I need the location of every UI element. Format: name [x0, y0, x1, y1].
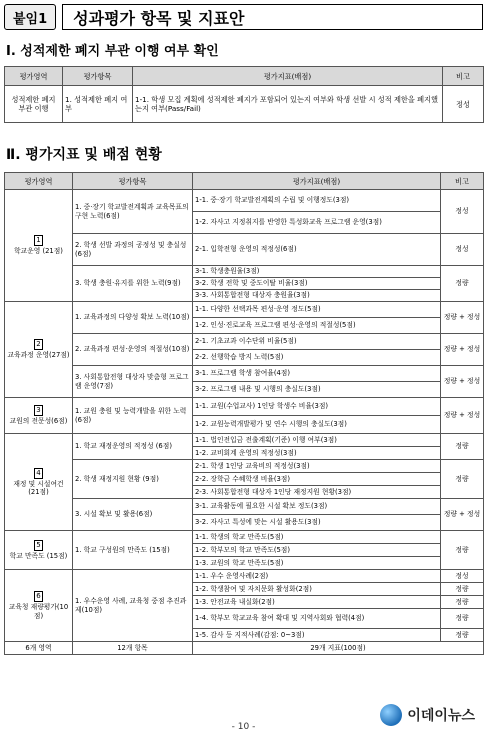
area-cell — [5, 302, 73, 398]
note-cell: 정량 + 정성 — [441, 398, 484, 434]
area-number: 5 — [34, 540, 43, 551]
column-header: 평가지표(배점) — [193, 173, 441, 190]
item-cell: 3. 사회통합전형 대상자 맞춤형 프로그램 운영(7점) — [73, 366, 193, 398]
logo-text: 이데이뉴스 — [407, 708, 475, 724]
indicator-cell: 3-1. 학생충원율(3점) — [193, 266, 441, 278]
table-row — [5, 86, 484, 123]
note-cell: 정량 — [441, 434, 484, 460]
table-row — [5, 434, 484, 447]
item-cell: 1. 우수운영 사례, 교육청 중점 추진과제(10점) — [73, 570, 193, 642]
indicator-cell: 1-1. 다양한 선택과목 편성·운영 정도(5점) — [193, 302, 441, 318]
table-row — [5, 531, 484, 544]
note-cell: 정량 + 정성 — [441, 302, 484, 334]
total-areas: 6개 영역 — [5, 642, 73, 655]
item-cell: 1. 중·장기 학교발전계획과 교육목표의 구현 노력(6점) — [73, 190, 193, 234]
note-cell: 정량 — [441, 460, 484, 499]
item-cell: 1. 학교 구성원의 만족도 (15점) — [73, 531, 193, 570]
note-cell: 정량 + 정성 — [441, 334, 484, 366]
indicator-cell: 2-1. 입학전형 운영의 적정성(6점) — [193, 234, 441, 266]
table-header-row — [5, 173, 484, 190]
area-label: 교육청 재량평가(10점) — [8, 603, 69, 620]
table-row — [5, 190, 484, 212]
section2-title: Ⅱ. 평가지표 및 배점 현황 — [6, 147, 162, 163]
item-cell: 3. 시설 확보 및 활용(6점) — [73, 499, 193, 531]
table-row — [5, 499, 484, 515]
indicator-cell: 2-2. 장학금 수혜학생 비율(3점) — [193, 473, 441, 486]
section1-table — [4, 66, 484, 123]
section1-title: Ⅰ. 성적제한 폐지 부관 이행 여부 확인 — [6, 44, 219, 59]
indicator-cell: 1-4. 학부모 학교교육 참여 확대 및 지역사회와 협력(4점) — [193, 609, 441, 629]
attachment-badge: 붙임1 — [4, 4, 56, 30]
indicator-cell: 1-3. 교원의 학교 만족도(5점) — [193, 557, 441, 570]
item-cell: 2. 학생 선발 과정의 공정성 및 충실성(6점) — [73, 234, 193, 266]
indicator-cell: 1-2. 교원능력개발평가 및 연수 시행의 충실도(3점) — [193, 416, 441, 434]
table-row — [5, 460, 484, 473]
indicator-cell: 1-1. 학생 모집 계획에 성적제한 폐지가 포함되어 있는지 여부와 학생 선발 시 성적 제한을 폐지했는지 여부(Pass/Fail) — [133, 86, 443, 123]
area-label: 교원의 전문성(6점) — [9, 417, 68, 426]
area-cell — [5, 190, 73, 302]
note-cell: 정성 — [443, 86, 484, 123]
area-number: 3 — [34, 405, 43, 416]
table-header-row — [5, 67, 484, 86]
document-title: 성과평가 항목 및 지표안 — [62, 4, 483, 30]
note-cell: 정성 — [441, 570, 484, 583]
indicator-cell: 3-2. 학생 전학 및 중도이탈 비율(3점) — [193, 278, 441, 290]
indicator-cell: 1-2. 인성·진로교육 프로그램 편성·운영의 적절성(5점) — [193, 318, 441, 334]
document-header — [4, 4, 483, 30]
area-label: 학교 만족도 (15점) — [9, 551, 68, 560]
area-cell: 성적제한 폐지 부관 이행 — [5, 86, 63, 123]
total-row — [5, 642, 484, 655]
table-row — [5, 234, 484, 266]
note-cell: 정량 — [441, 531, 484, 570]
indicator-cell: 2-2. 선행학습 방지 노력(5점) — [193, 350, 441, 366]
column-header: 평가영역 — [5, 67, 63, 86]
indicator-cell: 1-3. 안전교육 내실화(2점) — [193, 596, 441, 609]
item-cell: 2. 학생 재정지원 현황 (9점) — [73, 460, 193, 499]
area-label: 재정 및 시설여건 (21점) — [13, 479, 64, 496]
indicator-cell: 3-2. 프로그램 내용 및 시행의 충실도(3점) — [193, 382, 441, 398]
indicator-cell: 2-3. 사회통합전형 대상자 1인당 재정지원 현황(3점) — [193, 486, 441, 499]
table-row — [5, 302, 484, 318]
indicator-cell: 1-1. 우수 운영사례(2점) — [193, 570, 441, 583]
column-header: 평가항목 — [73, 173, 193, 190]
indicator-cell: 1-1. 법인전입금 전출계획(기준) 이행 여부(3점) — [193, 434, 441, 447]
area-number: 2 — [34, 339, 43, 350]
indicator-cell: 3-2. 자사고 특성에 맞는 시설 활용도(3점) — [193, 515, 441, 531]
indicator-cell: 1-2. 학생참여 및 자치문화 활성화(2점) — [193, 583, 441, 596]
column-header: 비고 — [441, 173, 484, 190]
note-cell: 정량 — [441, 266, 484, 302]
area-cell — [5, 570, 73, 642]
indicator-cell: 1-5. 감사 등 지적사례(감점: 0~3점) — [193, 629, 441, 642]
item-cell: 1. 교육과정의 다양성 확보 노력(10점) — [73, 302, 193, 334]
indicator-cell: 1-2. 학부모의 학교 만족도(5점) — [193, 544, 441, 557]
table-row — [5, 334, 484, 350]
area-number: 4 — [34, 468, 43, 479]
page-number: - 10 - — [231, 722, 256, 732]
total-indicators: 29개 지표(100점) — [193, 642, 484, 655]
note-cell: 정량 + 정성 — [441, 499, 484, 531]
column-header: 평가지표(배점) — [133, 67, 443, 86]
indicator-cell: 1-1. 중·장기 학교발전계획의 수립 및 이행정도(3점) — [193, 190, 441, 212]
item-cell: 2. 교육과정 편성·운영의 적절성(10점) — [73, 334, 193, 366]
indicator-cell: 3-1. 프로그램 학생 참여율(4점) — [193, 366, 441, 382]
column-header: 비고 — [443, 67, 484, 86]
note-cell: 정량 — [441, 596, 484, 609]
indicator-cell: 1-2. 자사고 지정취지를 반영한 특성화교육 프로그램 운영(3점) — [193, 212, 441, 234]
table-row — [5, 398, 484, 416]
item-cell: 3. 학생 충원·유지를 위한 노력(9점) — [73, 266, 193, 302]
column-header: 평가영역 — [5, 173, 73, 190]
area-cell — [5, 398, 73, 434]
indicator-cell: 1-1. 교원(수업교사) 1인당 학생수 비율(3점) — [193, 398, 441, 416]
indicator-cell: 3-1. 교육활동에 필요한 시설 확보 정도(3점) — [193, 499, 441, 515]
note-cell: 정량 + 정성 — [441, 366, 484, 398]
area-label: 교육과정 운영(27점) — [7, 351, 70, 360]
table-row — [5, 570, 484, 583]
area-cell — [5, 531, 73, 570]
total-items: 12개 항목 — [73, 642, 193, 655]
item-cell: 1. 교원 충원 및 능력개발을 위한 노력(6점) — [73, 398, 193, 434]
indicator-cell: 1-1. 학생의 학교 만족도(5점) — [193, 531, 441, 544]
note-cell: 정량 — [441, 609, 484, 629]
indicator-cell: 3-3. 사회통합전형 대상자 충원율(3점) — [193, 290, 441, 302]
indicator-cell: 2-1. 학생 1인당 교육비의 적정성(3점) — [193, 460, 441, 473]
note-cell: 정량 — [441, 583, 484, 596]
note-cell: 정량 — [441, 629, 484, 642]
item-cell: 1. 학교 재정운영의 적정성 (6점) — [73, 434, 193, 460]
area-label: 학교운영 (21점) — [14, 247, 63, 256]
item-cell: 1. 성적제한 폐지 여부 — [63, 86, 133, 123]
note-cell: 정성 — [441, 234, 484, 266]
indicator-cell: 2-1. 기초교과 이수단위 비율(5점) — [193, 334, 441, 350]
section2-table — [4, 172, 484, 655]
indicator-cell: 1-2. 교비회계 운영의 적정성(3점) — [193, 447, 441, 460]
table-row — [5, 266, 484, 278]
note-cell: 정성 — [441, 190, 484, 234]
table-row — [5, 366, 484, 382]
area-cell — [5, 434, 73, 531]
area-number: 1 — [34, 235, 43, 246]
area-number: 6 — [34, 591, 43, 602]
column-header: 평가항목 — [63, 67, 133, 86]
